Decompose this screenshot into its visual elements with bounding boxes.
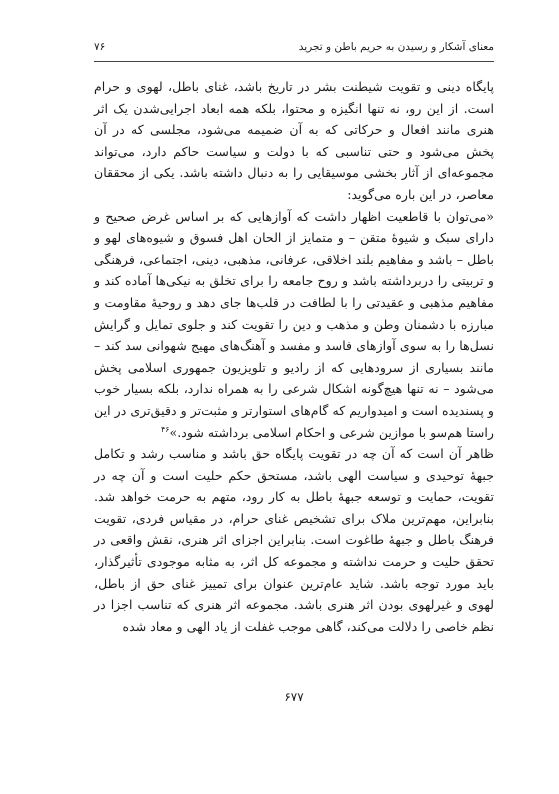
paragraph-intro: پایگاه دینی و تقویت شیطنت بشر در تاریخ باشد، غنای باطل، لهوی و حرام است. از این رو، نه تنها انگیزه و محتوا، بلکه همه ابعاد اجرایی‌شدن یک اثر هنری مانند افعال و حرکاتی که به آن ضمیمه می‌شود، مجلسی که در آن پخش می‌شود و حتی تناسبی که با دولت و سیاست حاکم دارد، می‌تواند مجموعه‌ای از آثار بخشی موسیقایی را به دنبال داشته باشد. یکی از محققان معاصر، در این باره می‌گوید:	[94, 79, 494, 202]
page-header	[94, 38, 494, 56]
running-title: معنای آشکار و رسیدن به حریم باطن و تجرید	[298, 41, 494, 53]
page-footer	[94, 690, 494, 704]
footnote-reference[interactable]: ۴۶	[160, 424, 170, 434]
body-text	[94, 76, 494, 637]
page-number: ۶۷۷	[284, 690, 304, 704]
quoted-passage	[94, 206, 494, 444]
quote-text: «می‌توان با قاطعیت اظهار داشت که آوازهایی که بر اساس غرض صحیح و دارای سبک و شیوهٔ متقن – و متمایز از الحان اهل فسوق و شیوه‌های لهو و باطل – باشد و مفاهیم بلند اخلاقی، عرفانی، مذهبی، دینی، اجتماعی، فرهنگی و تربیتی را دربرداشته باشد و روح جامعه را برای تخلق به نیکی‌ها آماده کند و مفاهیم مذهبی و عقیدتی را با لطافت در قلب‌ها جای دهد و روحیهٔ مقاومت و مبارزه با دشمنان وطن و مذهب و دین را تقویت کند و جلوی تمایل و گرایش نسل‌ها را به سوی آوازهای فاسد و مفسد و آهنگ‌های مهیج شهوانی سد کند – مانند بسیاری از سرودهایی که از رادیو و تلویزیون جمهوری اسلامی پخش می‌شود – نه تنها هیچ‌گونه اشکال شرعی را به همراه ندارد، بلکه بسیار خوب و پسندیده است و امیدواریم که گام‌های استوارتر و مثبت‌تر و دقیق‌تری در این راستا هم‌سو با موازین شرعی و احکام اسلامی برداشته شود.»	[94, 208, 494, 440]
paragraph-conclusion: ظاهر آن است که آن چه در تقویت پایگاه حق باشد و مناسب رشد و تکامل جبههٔ توحیدی و سیاست الهی باشد، مستحق حکم حلیت است و آن چه در تقویت، حمایت و توسعه جبههٔ باطل به کار رود، متهم به حرمت خواهد شد. بنابراین، مهم‌ترین ملاک برای تشخیص غنای حرام، در مقیاس فردی، تقویت فرهنگ باطل و جبههٔ طاغوت است. بنابراین اجزای اثر هنری، نقش واقعی در تحقق حلیت و حرمت نداشته و مجموعه کل اثر، به مثابه موجودی تأثیرگذار، باید مورد توجه باشد. شاید عام‌ترین عنوان برای تمییز غنای حق از باطل، لهوی و غیرلهوی بودن اثر هنری باشد. مجموعه اثر هنری که تناسب اجزا در نظم خاصی را دلالت می‌کند، گاهی موجب غفلت از یاد الهی و معاد شده	[94, 446, 494, 634]
header-rule	[94, 61, 494, 62]
header-page-number: ٧۶	[94, 41, 106, 53]
